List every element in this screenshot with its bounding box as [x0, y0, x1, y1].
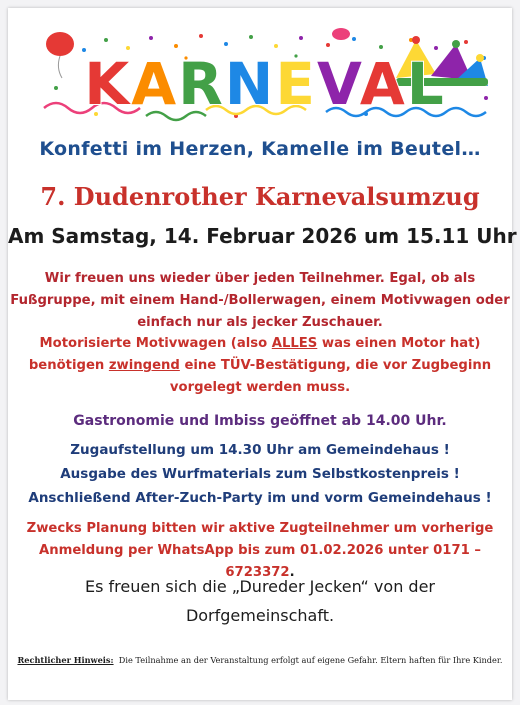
notice-text: eine TÜV-Bestätigung, die vor Zugbeginn	[179, 358, 492, 373]
event-title: 7. Dudenrother Karnevalsumzug	[40, 182, 480, 211]
closing-line: Es freuen sich die „Dureder Jecken“ von der	[84, 577, 435, 596]
gastronomy-info: Gastronomie und Imbiss geöffnet ab 14.00 Uhr.	[73, 413, 447, 429]
notice-line	[8, 333, 512, 355]
balloon-icon	[46, 32, 74, 78]
notice-emphasis: ALLES	[271, 336, 318, 351]
welcome-line: Wir freuen uns wieder über jeden Teilnehmer. Egal, ob als	[44, 271, 476, 286]
registration-line: Zwecks Planung bitten wir aktive Zugteilnehmer um vorherige	[26, 521, 494, 536]
closing-greeting	[8, 572, 512, 630]
legal-label: Rechtlicher Hinweis:	[17, 655, 114, 665]
schedule-info	[8, 438, 512, 510]
tagline: Konfetti im Herzen, Kamelle im Beutel…	[39, 138, 481, 160]
registration-period: .	[289, 565, 295, 580]
karneval-logo: KARNEVAL	[84, 50, 446, 118]
event-date: Am Samstag, 14. Februar 2026 um 15.11 Uhr	[8, 224, 517, 248]
notice-emphasis: zwingend	[108, 358, 180, 373]
notice-line	[8, 355, 512, 377]
notice-text: was einen Motor hat)	[317, 336, 481, 351]
notice-text: Motorisierte Motivwagen (also	[39, 336, 272, 351]
schedule-line: Ausgabe des Wurfmaterials zum Selbstkostenpreis !	[60, 466, 460, 482]
welcome-paragraph	[8, 268, 512, 334]
registration-text: Anmeldung per WhatsApp bis zum 01.02.2026 unter 0171 – 6723372	[38, 543, 481, 580]
balloon-icon	[332, 28, 350, 40]
schedule-line: Zugaufstellung um 14.30 Uhr am Gemeindehaus !	[70, 442, 450, 458]
schedule-line: Anschließend After-Zuch-Party im und vorm Gemeindehaus !	[28, 490, 492, 506]
legal-notice	[8, 655, 512, 665]
motor-vehicle-notice	[8, 333, 512, 399]
flyer-page	[8, 8, 517, 700]
welcome-line: einfach nur als jecker Zuschauer.	[137, 315, 383, 330]
legal-text: Die Teilnahme an der Veranstaltung erfolgt auf eigene Gefahr. Eltern haften für Ihre Kinder.	[118, 655, 503, 665]
welcome-line: Fußgruppe, mit einem Hand-/Bollerwagen, einem Motivwagen oder	[10, 293, 510, 308]
closing-line: Dorfgemeinschaft.	[185, 606, 335, 625]
notice-text: benötigen	[28, 358, 109, 373]
karneval-banner	[36, 28, 494, 123]
notice-line: vorgelegt werden muss.	[169, 380, 351, 395]
